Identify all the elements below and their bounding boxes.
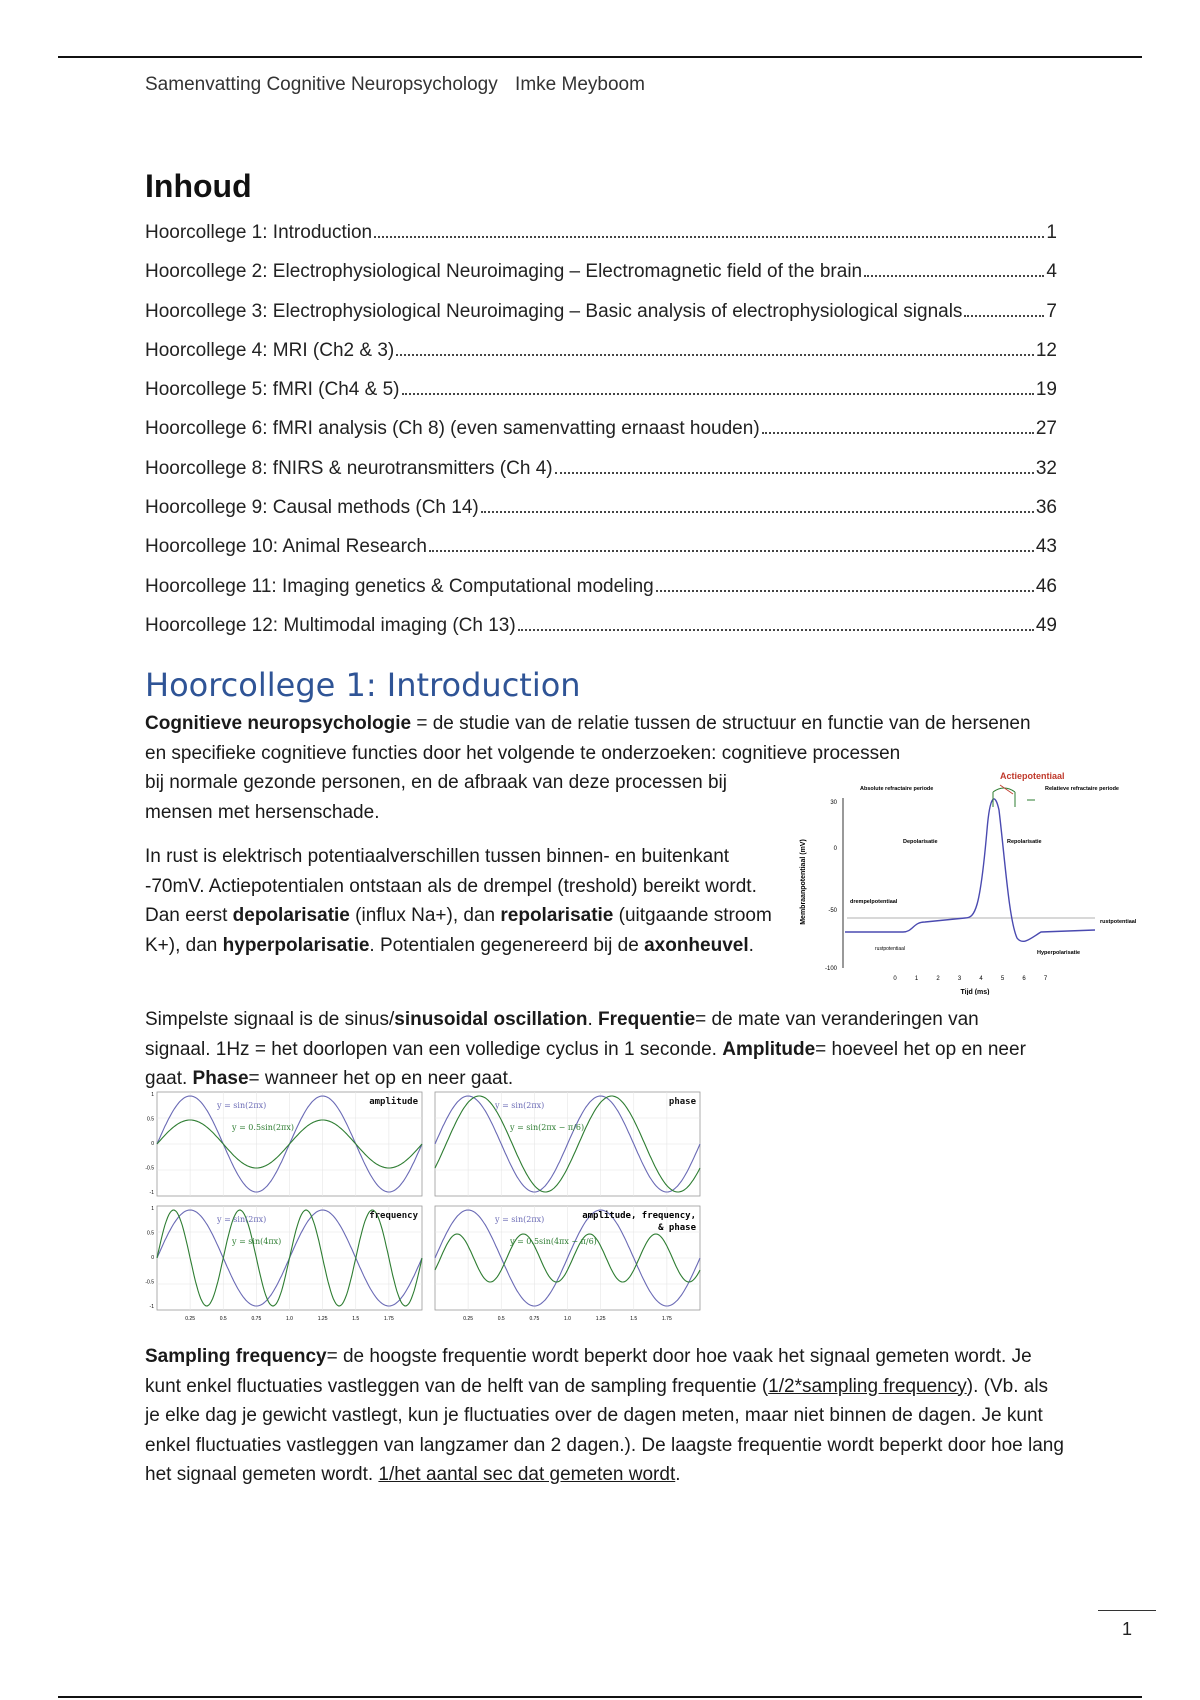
sine-x-tick-label: 0.75 xyxy=(251,1316,262,1322)
sine-x-tick-label: 0.75 xyxy=(529,1316,540,1322)
toc-entry-page: 36 xyxy=(1035,497,1057,519)
toc-entry[interactable] xyxy=(145,418,1057,457)
sine-y-tick-label: 0.5 xyxy=(147,1230,154,1237)
toc-leader-dots xyxy=(964,315,1044,317)
ap-x-tick-label: 4 xyxy=(979,976,983,982)
paragraph-actiepotentiaal xyxy=(145,842,785,960)
term-amplitude: Amplitude xyxy=(722,1038,816,1060)
sine-y-tick-label: -0.5 xyxy=(145,1165,154,1172)
toc-leader-dots xyxy=(481,511,1034,513)
action-potential-figure xyxy=(795,770,1155,995)
sine-x-tick-label: 0.5 xyxy=(497,1316,505,1322)
ap-curve xyxy=(845,799,1095,941)
toc-entry[interactable] xyxy=(145,379,1057,418)
text: = hoeveel het op en neer gaat. xyxy=(145,1038,1026,1089)
ap-title-bracket xyxy=(993,788,1015,807)
term-repolarisatie: repolarisatie xyxy=(500,905,614,926)
sine-panel xyxy=(145,1206,422,1322)
toc-entry-page: 4 xyxy=(1046,261,1057,283)
toc-entry-label: Hoorcollege 1: Introduction xyxy=(145,222,373,243)
text: . xyxy=(675,1464,681,1485)
toc-entry-page: 46 xyxy=(1035,575,1057,597)
toc-entry-label: Hoorcollege 5: fMRI (Ch4 & 5) xyxy=(145,379,400,401)
toc-entry[interactable] xyxy=(145,615,1057,654)
toc-leader-dots xyxy=(864,275,1044,277)
toc-entry-label: Hoorcollege 2: Electrophysiological Neuroimaging – Electromagnetic field of the brain xyxy=(145,261,863,283)
ap-x-tick-label: 0 xyxy=(893,976,897,982)
ap-y-tick-label: 0 xyxy=(833,846,837,852)
ap-repolarisatie-label: Repolarisatie xyxy=(1007,839,1042,845)
ap-y-ticks xyxy=(825,800,838,972)
term-frequentie: Frequentie xyxy=(598,1009,696,1030)
sine-x-tick-label: 1.0 xyxy=(286,1316,293,1322)
header-title: Samenvatting Cognitive Neuropsychology xyxy=(145,74,498,95)
toc-entry[interactable] xyxy=(145,340,1057,379)
bottom-rule xyxy=(58,1696,1142,1698)
text: . Potentialen gegenereerd bij de xyxy=(369,934,645,956)
ap-y-tick-label: 30 xyxy=(830,800,837,806)
text: = de mate van veranderingen van signaal. 1Hz = het doorlopen van een volledige cyclus in 1 seconde. xyxy=(145,1009,979,1060)
ap-hyper-label: Hyperpolarisatie xyxy=(1037,950,1081,956)
text: = de hoogste frequentie wordt beperkt door hoe vaak het signaal gemeten wordt. Je kunt enkel fluctuaties vastleggen van de helft van de sampling frequentie ( xyxy=(145,1346,1032,1397)
ap-drempel-label: drempelpotentiaal xyxy=(850,899,898,905)
underlined-formula: 1/2*sampling frequency xyxy=(768,1375,967,1397)
toc-entry[interactable] xyxy=(145,301,1057,340)
toc-entry-label: Hoorcollege 12: Multimodal imaging (Ch 13) xyxy=(145,614,516,636)
text: = wanneer het op en neer gaat. xyxy=(248,1068,514,1089)
toc-entry-label: Hoorcollege 6: fMRI analysis (Ch 8) (even samenvatting ernaast houden) xyxy=(145,418,760,440)
toc-entry-page: 12 xyxy=(1035,339,1057,361)
toc-entry-page: 32 xyxy=(1035,457,1057,479)
ap-x-tick-label: 7 xyxy=(1043,976,1048,982)
ap-ylabel: Membraanpotentiaal (mV) xyxy=(800,839,807,925)
toc-entry-label: Hoorcollege 11: Imaging genetics & Computational modeling xyxy=(145,575,654,597)
toc-entry-page: 49 xyxy=(1035,614,1057,636)
ap-x-ticks xyxy=(893,976,1048,982)
term-hyperpolarisatie: hyperpolarisatie xyxy=(222,934,370,956)
intro-text-continued: bij normale gezonde personen, en de afbraak van deze processen bij mensen met hersenschade. xyxy=(145,772,727,823)
sine-x-tick-label: 1.0 xyxy=(564,1316,571,1322)
sine-y-tick-label: 1 xyxy=(151,1206,154,1212)
sine-panel xyxy=(145,1092,422,1196)
section-heading: Hoorcollege 1: Introduction xyxy=(145,666,581,704)
toc-entry-page: 27 xyxy=(1035,418,1057,440)
sine-y-tick-label: -0.5 xyxy=(145,1279,154,1286)
toc-entry-page: 19 xyxy=(1035,379,1057,401)
text: (influx Na+), dan xyxy=(349,905,501,926)
sine-x-tick-label: 0.25 xyxy=(185,1316,195,1322)
ap-xlabel: Tijd (ms) xyxy=(960,989,990,995)
toc-entry[interactable] xyxy=(145,261,1057,300)
sine-eq-modified: y = 0.5sin(4πx − π/6) xyxy=(510,1237,597,1246)
toc-title: Inhoud xyxy=(145,168,252,204)
sine-y-tick-label: -1 xyxy=(149,1304,154,1310)
sine-x-tick-label: 1.75 xyxy=(662,1316,672,1322)
sine-eq-reference: y = sin(2πx) xyxy=(217,1101,267,1110)
sine-panel-title: phase xyxy=(668,1097,696,1107)
toc-entry-label: Hoorcollege 4: MRI (Ch2 & 3) xyxy=(145,339,395,361)
ap-abs-refractory: Absolute refractaire periode xyxy=(860,786,934,792)
ap-rel-refractory: Relatieve refractaire periode xyxy=(1045,786,1119,792)
text: . xyxy=(748,934,754,956)
toc-leader-dots xyxy=(518,629,1034,631)
page-header xyxy=(145,74,645,96)
header-author: Imke Meyboom xyxy=(515,74,645,95)
toc-entry-label: Hoorcollege 10: Animal Research xyxy=(145,536,427,558)
sine-y-tick-label: 1 xyxy=(151,1092,154,1098)
toc-leader-dots xyxy=(762,432,1034,434)
ap-x-tick-label: 6 xyxy=(1022,976,1026,982)
sine-x-tick-label: 1.75 xyxy=(384,1316,394,1322)
toc-entry-label: Hoorcollege 9: Causal methods (Ch 14) xyxy=(145,497,479,519)
sine-y-tick-label: 0 xyxy=(151,1255,154,1261)
text: (uitgaande stroom K+), dan xyxy=(145,905,772,956)
toc-entry-label: Hoorcollege 8: fNIRS & neurotransmitters (Ch 4) xyxy=(145,457,553,479)
sine-x-tick-label: 1.25 xyxy=(317,1316,328,1322)
sine-wave-figure xyxy=(145,1090,705,1330)
toc-leader-dots xyxy=(374,236,1044,238)
sine-eq-reference: y = sin(2πx) xyxy=(495,1101,545,1110)
sine-y-tick-label: -1 xyxy=(149,1190,154,1196)
sine-x-tick-label: 0.5 xyxy=(219,1316,227,1322)
underlined-formula: 1/het aantal sec dat gemeten wordt xyxy=(378,1464,676,1485)
toc-leader-dots xyxy=(429,550,1034,552)
ap-x-tick-label: 3 xyxy=(957,976,962,982)
term-sampling-frequency: Sampling frequency xyxy=(145,1346,327,1367)
sine-x-tick-label: 1.5 xyxy=(352,1316,360,1322)
sine-y-tick-label: 0 xyxy=(151,1141,154,1147)
sine-panel-title: frequency xyxy=(369,1211,418,1221)
toc-leader-dots xyxy=(555,472,1034,474)
toc-leader-dots xyxy=(656,590,1034,592)
toc-entry[interactable] xyxy=(145,576,1057,615)
text: Simpelste signaal is de sinus/ xyxy=(145,1009,395,1030)
sine-panel-title: amplitude xyxy=(369,1097,418,1107)
sine-eq-reference: y = sin(2πx) xyxy=(495,1215,545,1224)
sine-x-tick-label: 1.25 xyxy=(595,1316,606,1322)
paragraph-sinus xyxy=(145,1005,1045,1094)
toc-entry-page: 43 xyxy=(1035,536,1057,558)
toc-entry[interactable] xyxy=(145,497,1057,536)
term-sinusoidal-oscillation: sinusoidal oscillation xyxy=(394,1009,588,1030)
term-axonheuvel: axonheuvel xyxy=(644,934,749,956)
table-of-contents xyxy=(145,222,1057,654)
ap-y-tick-label: -100 xyxy=(824,966,837,972)
toc-entry[interactable] xyxy=(145,222,1057,261)
ap-rust-right-label: rustpotentiaal xyxy=(1100,919,1137,925)
sine-eq-modified: y = sin(4πx) xyxy=(232,1237,282,1246)
toc-entry-page: 1 xyxy=(1046,222,1057,243)
text: . xyxy=(587,1009,599,1030)
toc-leader-dots xyxy=(402,393,1034,395)
ap-depolarisatie-label: Depolarisatie xyxy=(903,839,938,845)
ap-y-tick-label: -50 xyxy=(828,908,837,914)
ap-title: Actiepotentiaal xyxy=(1000,771,1065,781)
text: ). (Vb. als je elke dag je gewicht vastlegt, kun je fluctuaties over de dagen meten, maar niet binnen de dagen. Je kunt enkel fluctuaties vastleggen van langzamer dan 2 dagen.). De laagste frequentie wordt beperkt door hoe lang het signaal gemeten wordt. xyxy=(145,1375,1064,1485)
sine-panel-title: amplitude, frequency, & phase xyxy=(582,1211,696,1233)
sine-x-tick-label: 0.25 xyxy=(463,1316,473,1322)
sine-eq-reference: y = sin(2πx) xyxy=(217,1215,267,1224)
page-number: 1 xyxy=(1098,1610,1156,1640)
ap-x-tick-label: 2 xyxy=(936,976,940,982)
ap-rust-label: rustpotentiaal xyxy=(875,946,906,952)
intro-text: = de studie van de relatie tussen de structuur en functie van de hersenen en specifieke cognitieve functies door het volgende te onderzoeken: cognitieve processen xyxy=(145,713,1031,764)
ap-x-tick-label: 1 xyxy=(914,976,919,982)
sine-eq-modified: y = sin(2πx − π/6) xyxy=(510,1123,585,1132)
sine-panel xyxy=(435,1206,700,1322)
sine-x-tick-label: 1.5 xyxy=(630,1316,638,1322)
term-cognitieve-neuropsychologie: Cognitieve neuropsychologie xyxy=(145,713,412,734)
ap-x-tick-label: 5 xyxy=(1000,976,1005,982)
toc-entry[interactable] xyxy=(145,458,1057,497)
sine-eq-modified: y = 0.5sin(2πx) xyxy=(232,1123,294,1132)
toc-entry-label: Hoorcollege 3: Electrophysiological Neuroimaging – Basic analysis of electrophysiological signals xyxy=(145,300,963,322)
toc-entry-page: 7 xyxy=(1046,300,1057,322)
paragraph-sampling xyxy=(145,1342,1065,1490)
term-phase: Phase xyxy=(192,1068,249,1089)
sine-y-tick-label: 0.5 xyxy=(147,1116,154,1123)
term-depolarisatie: depolarisatie xyxy=(232,905,350,926)
sine-panel xyxy=(435,1092,700,1196)
toc-leader-dots xyxy=(396,354,1034,356)
top-rule xyxy=(58,56,1142,58)
toc-entry[interactable] xyxy=(145,536,1057,575)
text: In rust is elektrisch potentiaalverschillen tussen binnen- en buitenkant -70mV. Actiepotentialen ontstaan als de drempel (treshold) bereikt wordt. Dan eerst xyxy=(145,846,757,926)
